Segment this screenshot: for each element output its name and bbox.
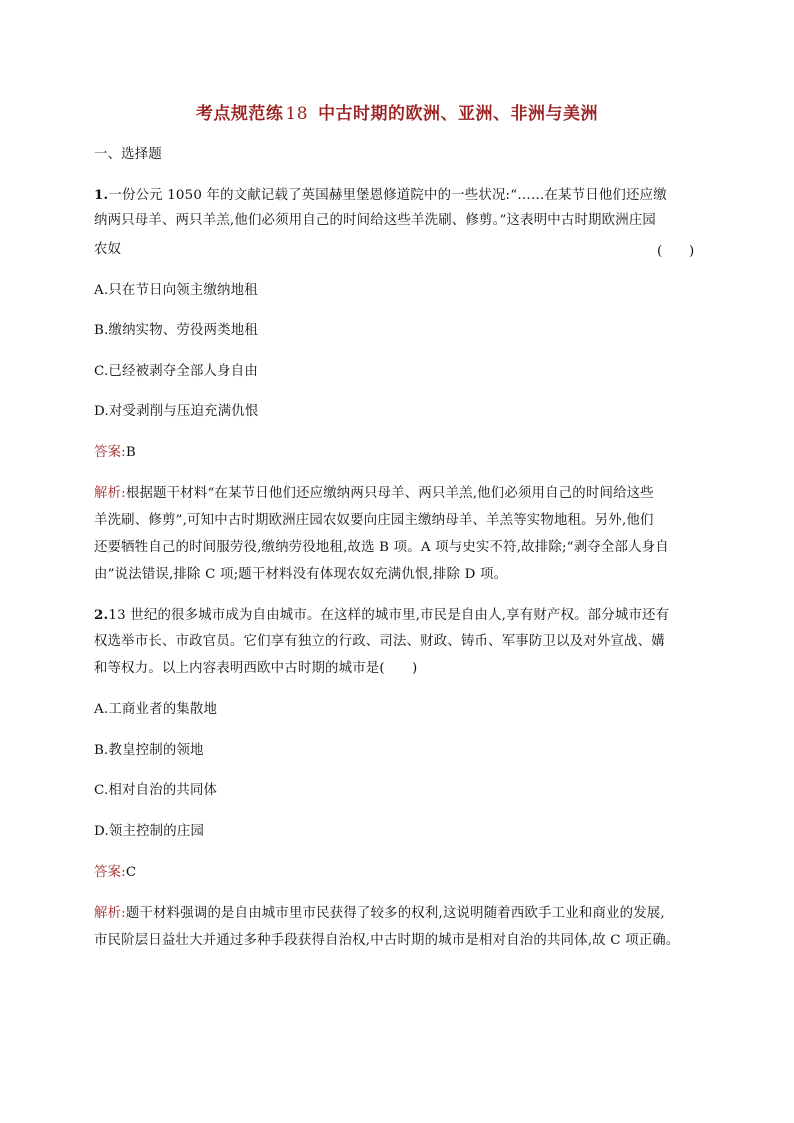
answer-label: 答案: bbox=[94, 445, 126, 460]
question-1-answer bbox=[94, 443, 136, 463]
title-number: 18 bbox=[285, 104, 309, 124]
question-2-option-d: D.领主控制的庄园 bbox=[94, 824, 205, 839]
answer-value: C bbox=[125, 865, 137, 880]
question-1-analysis-line-4: 由”说法错误,排除 C 项;题干材料没有体现农奴充满仇恨,排除 D 项。 bbox=[94, 567, 508, 582]
question-1-analysis-line-2: 羊洗刷、修剪”,可知中古时期欧洲庄园农奴要向庄园主缴纳母羊、羊羔等实物地租。另外,他们 bbox=[94, 513, 654, 528]
question-1-option-c: C.已经被剥夺全部人身自由 bbox=[94, 364, 258, 379]
title-topic: 中古时期的欧洲、亚洲、非洲与美洲 bbox=[318, 104, 599, 124]
question-2-analysis-line-1: 解析:题干材料强调的是自由城市里市民获得了较多的权利,这说明随着西欧手工业和商业的发展, bbox=[94, 906, 665, 921]
answer-value: B bbox=[125, 445, 136, 460]
analysis-label: 解析: bbox=[94, 486, 126, 501]
question-1-stem-line-3: 农奴 bbox=[94, 242, 122, 257]
question-1-option-a: A.只在节日向领主缴纳地租 bbox=[94, 283, 258, 298]
question-2-number: 2. bbox=[94, 607, 109, 623]
question-1-stem-line-1: 1.一份公元 1050 年的文献记载了英国赫里堡恩修道院中的一些状况:“……在某节日他们还应缴 bbox=[94, 187, 667, 203]
question-2-option-b: B.教皇控制的领地 bbox=[94, 743, 204, 758]
question-1-analysis-line-1: 解析:根据题干材料“在某节日他们还应缴纳两只母羊、两只羊羔,他们必须用自己的时间给这些 bbox=[94, 486, 654, 501]
question-2-answer bbox=[94, 863, 136, 883]
section-heading: 一、选择题 bbox=[94, 147, 162, 162]
question-1-number: 1. bbox=[94, 187, 109, 203]
question-2-stem-line-1: 2.13 世纪的很多城市成为自由城市。在这样的城市里,市民是自由人,享有财产权。部分城市还有 bbox=[94, 607, 670, 623]
question-2-stem-line-3: 和等权力。以上内容表明西欧中古时期的城市是( ) bbox=[94, 661, 418, 676]
question-1-stem-line-2: 纳两只母羊、两只羊羔,他们必须用自己的时间给这些羊洗刷、修剪。”这表明中古时期欧洲庄园 bbox=[94, 213, 657, 228]
question-1-option-b: B.缴纳实物、劳役两类地租 bbox=[94, 323, 258, 338]
question-2-analysis-line-2: 市民阶层日益壮大并通过多种手段获得自治权,中古时期的城市是相对自治的共同体,故 C 项正确。 bbox=[94, 933, 680, 948]
page-title bbox=[0, 99, 794, 124]
question-2-option-c: C.相对自治的共同体 bbox=[94, 783, 218, 798]
title-prefix: 考点规范练 bbox=[195, 104, 284, 124]
question-2-stem-line-2: 权选举市长、市政官员。它们享有独立的行政、司法、财政、铸币、军事防卫以及对外宣战、媾 bbox=[94, 634, 665, 649]
analysis-label: 解析: bbox=[94, 906, 126, 921]
question-1-option-d: D.对受剥削与压迫充满仇恨 bbox=[94, 404, 259, 419]
question-2-option-a: A.工商业者的集散地 bbox=[94, 702, 218, 717]
question-1-analysis-line-3: 还要牺牲自己的时间服劳役,缴纳劳役地租,故选 B 项。A 项与史实不符,故排除;“剥夺全部人身自 bbox=[94, 540, 669, 555]
question-1-answer-blank: ( ) bbox=[657, 244, 695, 259]
answer-label: 答案: bbox=[94, 865, 126, 880]
